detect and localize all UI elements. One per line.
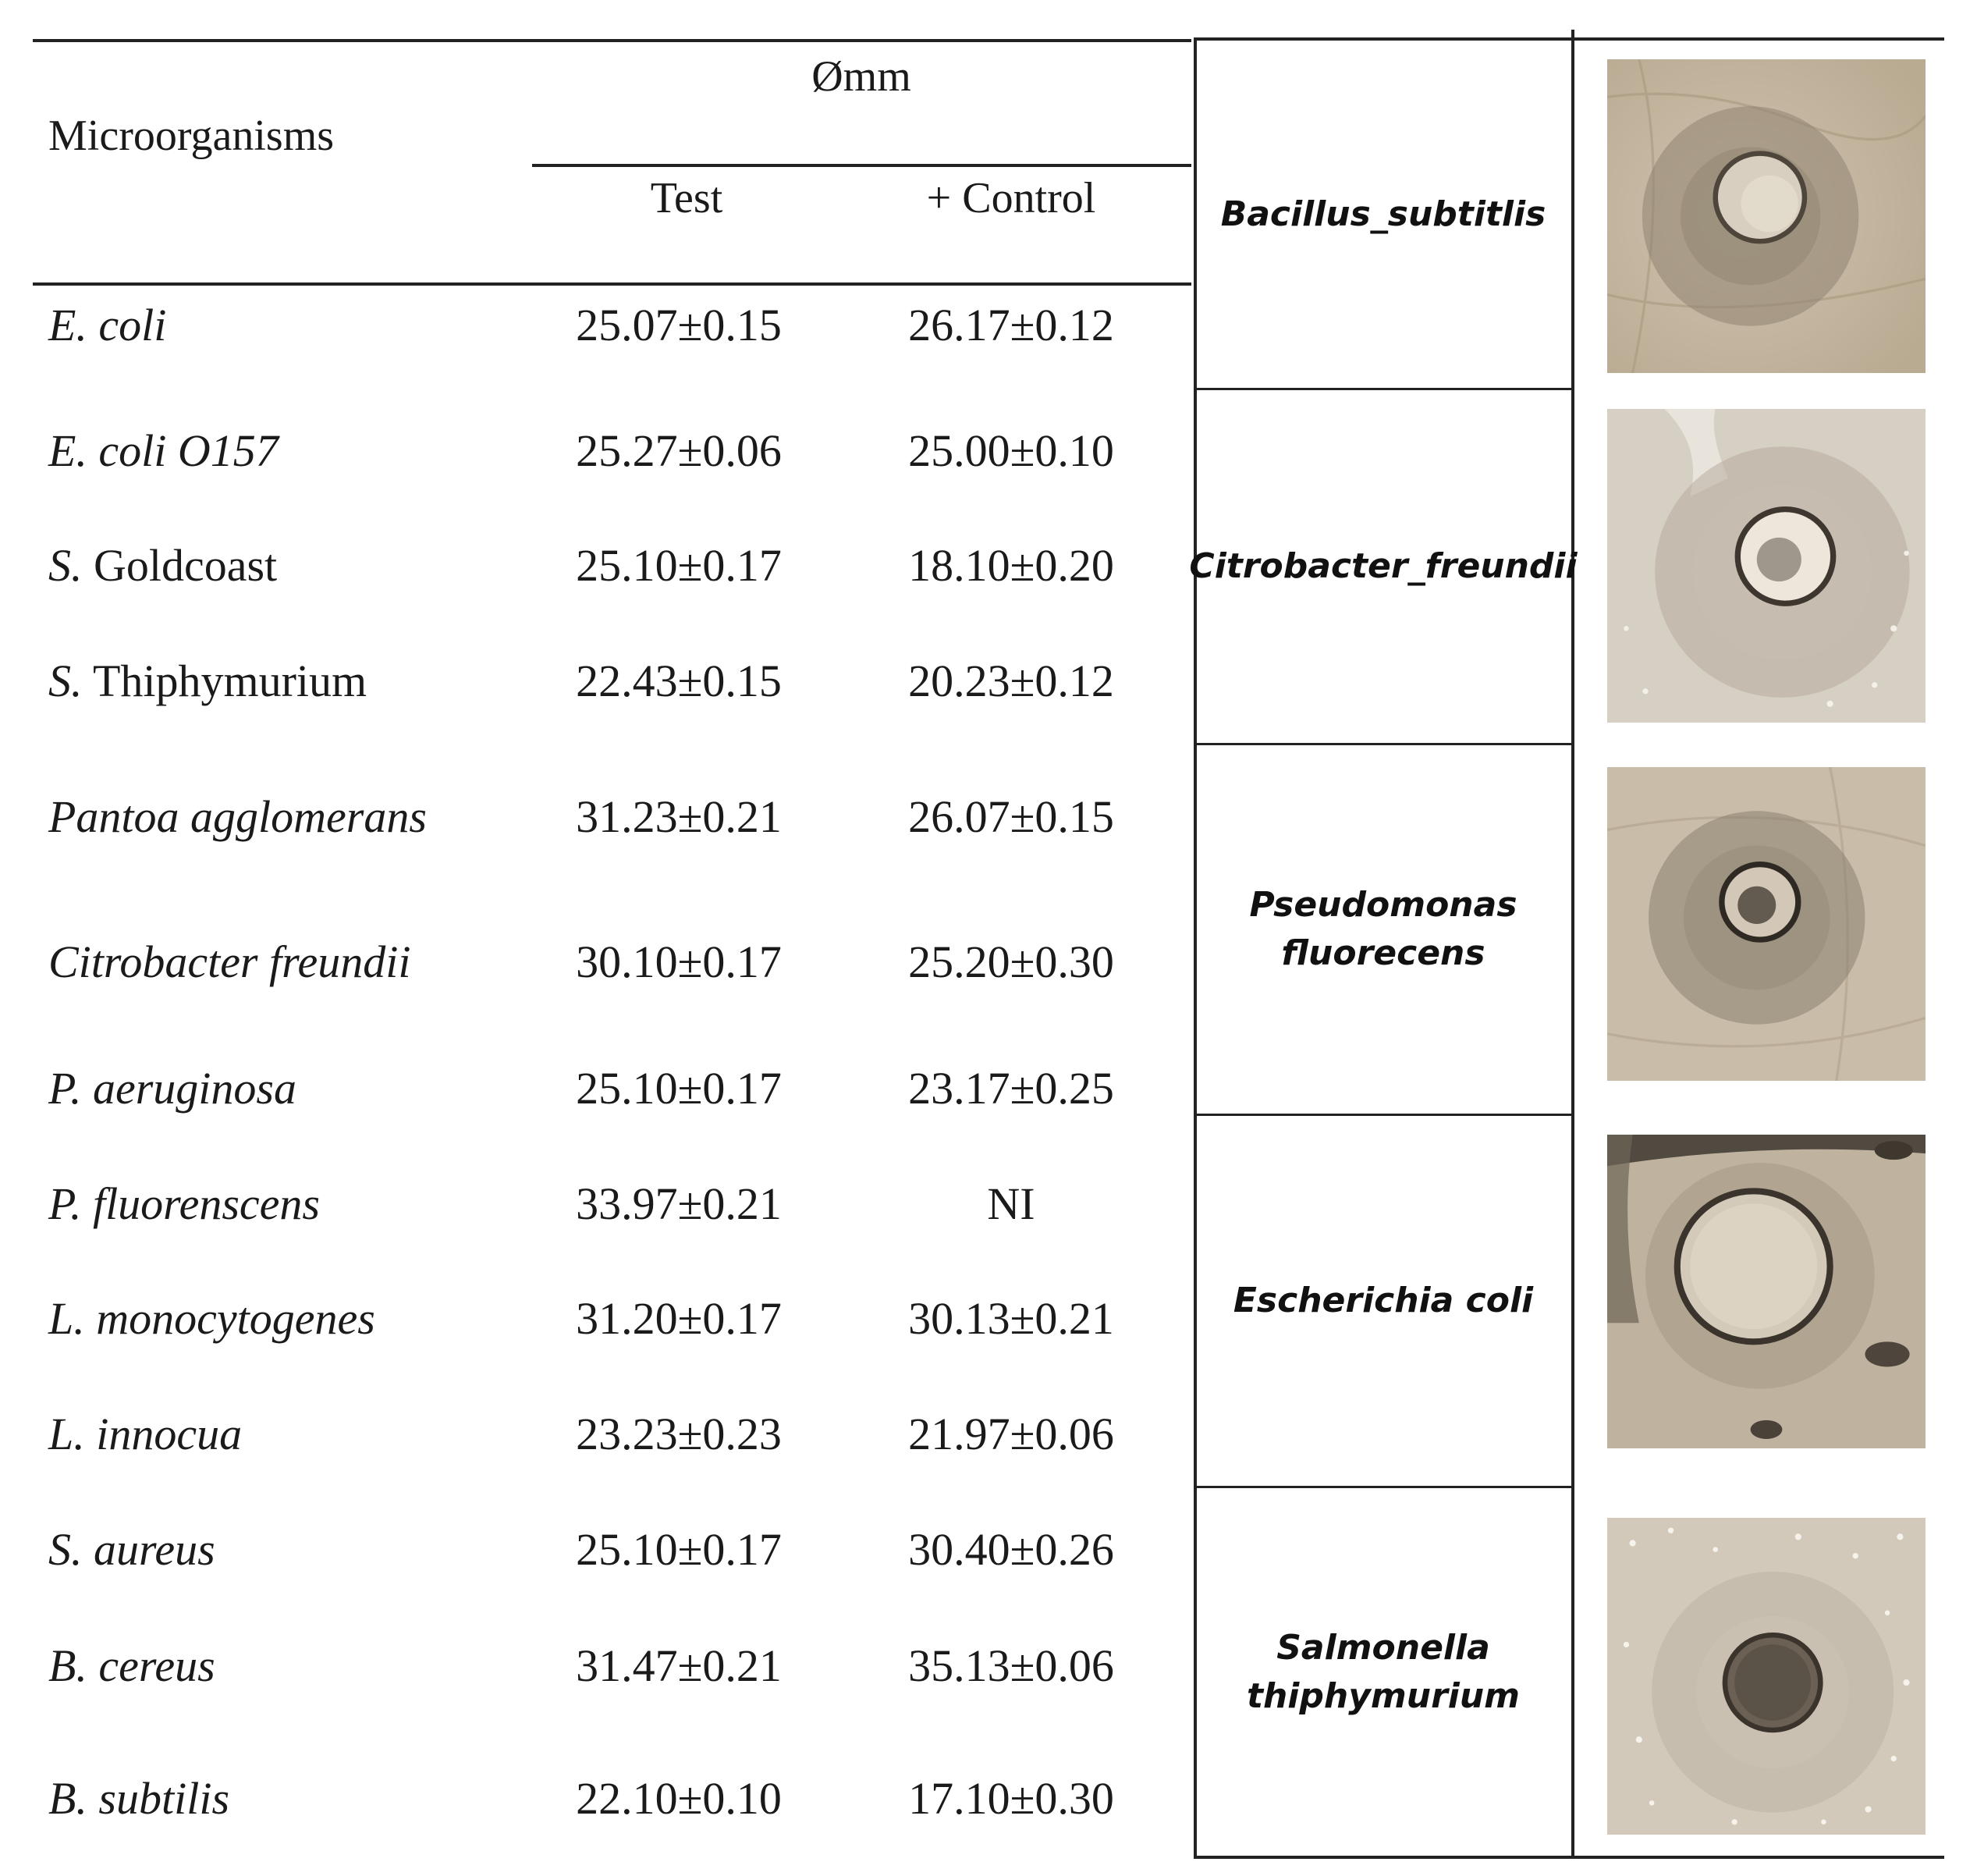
table-row (0, 1519, 1190, 1581)
control-value: 23.17±0.25 (908, 1063, 1114, 1114)
test-value: 25.07±0.15 (576, 300, 782, 350)
table-row (0, 1768, 1190, 1830)
control-value: 30.40±0.26 (908, 1524, 1114, 1575)
control-value: 26.07±0.15 (908, 791, 1114, 842)
organism-name: B. cereus (48, 1640, 215, 1691)
plate-row (1194, 1488, 1944, 1856)
organism-name: L. innocua (48, 1409, 243, 1459)
control-value: 21.97±0.06 (908, 1409, 1114, 1459)
plate-row (1189, 390, 1944, 743)
test-value: 33.97±0.21 (576, 1178, 782, 1229)
plate-label: Bacillus_subtitlis (1220, 194, 1546, 234)
table-row (0, 650, 1190, 712)
test-value: 31.20±0.17 (576, 1293, 782, 1344)
organism-name: P. aeruginosa (48, 1063, 296, 1114)
bacillus-plate-photo (1607, 59, 1926, 373)
organism-name: S. Thiphymurium (48, 656, 367, 706)
table-row (0, 535, 1190, 597)
control-value: 26.17±0.12 (908, 300, 1114, 350)
control-value: 25.20±0.30 (908, 936, 1114, 987)
panel-bottom-border (1194, 1856, 1944, 1859)
plate-image-panel (1189, 37, 1944, 1859)
organism-name: E. coli O157 (48, 425, 279, 476)
organism-name: L. monocytogenes (48, 1293, 375, 1344)
organism-name: Pantoa agglomerans (48, 791, 427, 842)
table-row (0, 1288, 1190, 1350)
organism-name: B. subtilis (48, 1773, 230, 1824)
table-row (0, 1403, 1190, 1466)
table-row (0, 1173, 1190, 1235)
header-bottom-rule (33, 282, 1191, 286)
table-row (0, 420, 1190, 482)
escherichia-plate-photo (1607, 1135, 1926, 1448)
table-row (0, 294, 1190, 357)
test-value: 22.43±0.15 (576, 656, 782, 706)
table-top-rule (33, 39, 1191, 42)
plate-row (1194, 745, 1944, 1114)
table-row (0, 1635, 1190, 1697)
test-value: 23.23±0.23 (576, 1409, 782, 1459)
salmonella-plate-photo (1607, 1518, 1926, 1835)
test-value: 25.27±0.06 (576, 425, 782, 476)
test-value: 25.10±0.17 (576, 1063, 782, 1114)
organism-name: E. coli (48, 300, 167, 350)
control-value: 25.00±0.10 (908, 425, 1114, 476)
plate-row (1194, 41, 1944, 388)
control-value: 30.13±0.21 (908, 1293, 1114, 1344)
test-value: 22.10±0.10 (576, 1773, 782, 1824)
organism-name: Citrobacter freundii (48, 936, 411, 987)
table-row (0, 786, 1190, 848)
plate-label: Pseudomonas fluorecens (1249, 885, 1517, 973)
header-microorganisms: Microorganisms (48, 112, 335, 160)
control-value: NI (987, 1178, 1035, 1229)
plate-row (1194, 1116, 1944, 1486)
header-diameter-mm: Ømm (811, 52, 911, 101)
test-value: 30.10±0.17 (576, 936, 782, 987)
header-positive-control: + Control (926, 174, 1096, 222)
header-test: Test (650, 174, 723, 222)
control-value: 17.10±0.30 (908, 1773, 1114, 1824)
diameter-subheader-rule (532, 164, 1191, 167)
table-row (0, 931, 1190, 993)
test-value: 31.47±0.21 (576, 1640, 782, 1691)
control-value: 18.10±0.20 (908, 540, 1114, 591)
plate-label: Salmonella thiphymurium (1246, 1627, 1521, 1716)
test-value: 31.23±0.21 (576, 791, 782, 842)
test-value: 25.10±0.17 (576, 1524, 782, 1575)
plate-label: Citrobacter_freundii (1189, 546, 1578, 586)
table-row (0, 1057, 1190, 1120)
citrobacter-plate-photo (1607, 409, 1926, 723)
organism-name: P. fluorenscens (48, 1178, 320, 1229)
control-value: 35.13±0.06 (908, 1640, 1114, 1691)
control-value: 20.23±0.12 (908, 656, 1114, 706)
test-value: 25.10±0.17 (576, 540, 782, 591)
plate-label: Escherichia coli (1233, 1281, 1534, 1320)
organism-name: S. aureus (48, 1524, 215, 1575)
pseudomonas-plate-photo (1607, 767, 1926, 1081)
organism-name: S. Goldcoast (48, 540, 278, 591)
